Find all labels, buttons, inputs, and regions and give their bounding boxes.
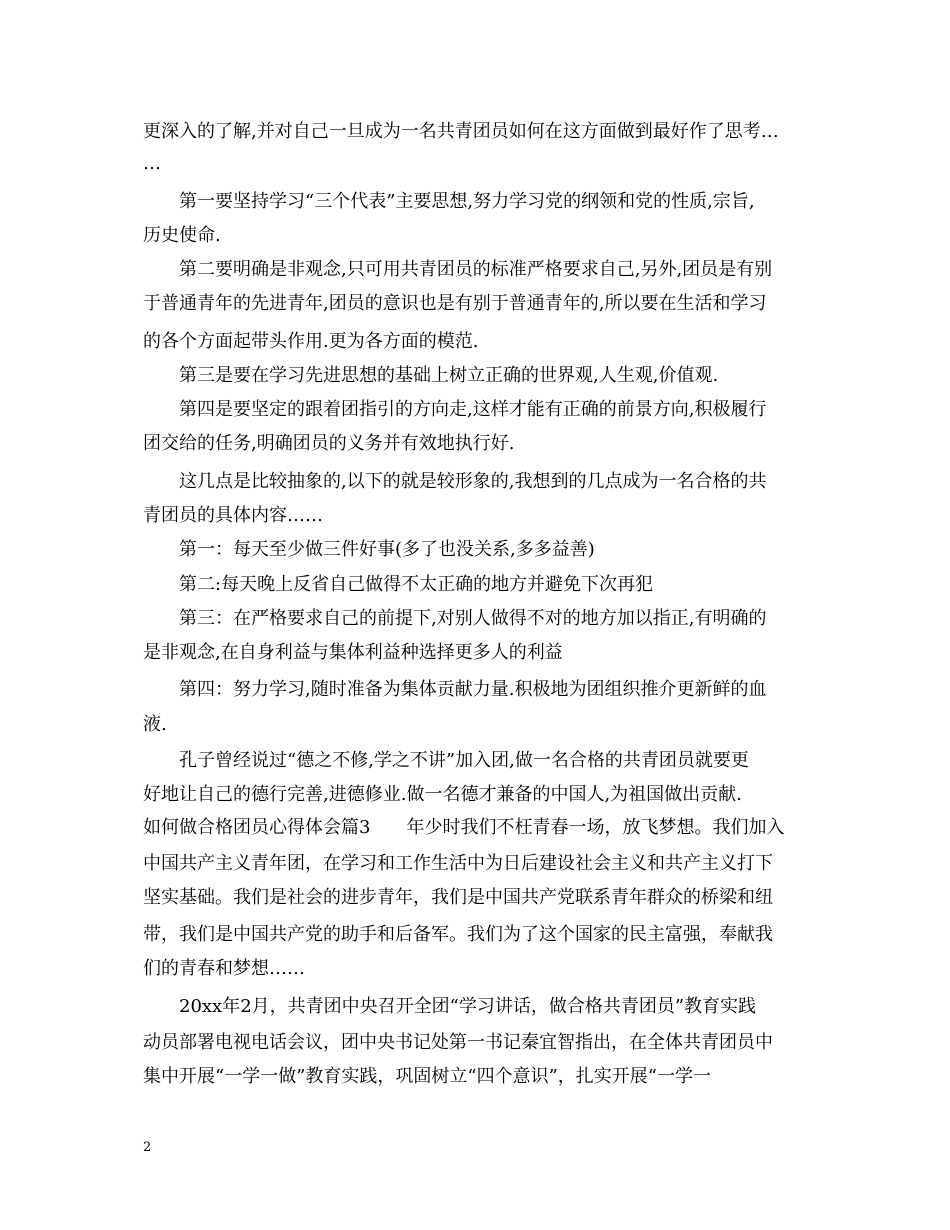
text-line: 第一要坚持学习“三个代表”主要思想,努力学习党的纲领和党的性质,宗旨, [179,191,755,212]
text-line: 第三是要在学习先进思想的基础上树立正确的世界观,人生观,价值观. [179,365,719,386]
text-line: 这几点是比较抽象的,以下的就是较形象的,我想到的几点成为一名合格的共 [179,471,767,492]
text-line: 第三：在严格要求自己的前提下,对别人做得不对的地方加以指正,有明确的 [179,608,767,629]
text-line: 的各个方面起带头作用.更为各方面的模范. [143,331,479,352]
text-line: 团交给的任务,明确团员的义务并有效地执行好. [143,433,515,454]
text-line: 如何做合格团员心得体会篇3 年少时我们不枉青春一场，放飞梦想。我们加入 [143,817,785,838]
text-line: 孔子曾经说过“德之不修,学之不讲”加入团,做一名合格的共青团员就要更 [179,750,749,771]
text-line: 第一：每天至少做三件好事(多了也没关系,多多益善) [179,539,595,560]
text-line: 们的青春和梦想…… [143,958,305,979]
text-line: 坚实基础。我们是社会的进步青年，我们是中国共产党联系青年群众的桥梁和纽 [143,887,773,908]
text-line: 20xx年2月，共青团中央召开全团“学习讲话，做合格共青团员”教育实践 [179,996,757,1017]
text-line: 第二要明确是非观念,只可用共青团员的标准严格要求自己,另外,团员是有别 [179,259,773,280]
text-line: 是非观念,在自身利益与集体利益种选择更多人的利益 [143,642,563,663]
text-line: 集中开展“一学一做”教育实践，巩固树立“四个意识”，扎实开展“一学一 [143,1066,712,1087]
text-line: 好地让自己的德行完善,进德修业.做一名德才兼备的中国人,为祖国做出贡献. [143,784,742,805]
text-line: 第二:每天晚上反省自己做得不太正确的地方并避免下次再犯 [179,574,654,595]
text-line: 带，我们是中国共产党的助手和后备军。我们为了这个国家的民主富强，奉献我 [143,924,773,945]
text-line: 青团员的具体内容…… [143,505,323,526]
text-line: 中国共产主义青年团，在学习和工作生活中为日后建设社会主义和共产主义打下 [143,853,773,874]
text-line: 第四：努力学习,随时准备为集体贡献力量.积极地为团组织推介更新鲜的血 [179,679,767,700]
text-line: … [143,153,161,174]
page-number: 2 [143,1140,152,1155]
text-line: 历史使命. [143,225,221,246]
text-line: 第四是要坚定的跟着团指引的方向走,这样才能有正确的前景方向,积极履行 [179,399,767,420]
text-line: 更深入的了解,并对自己一旦成为一名共青团员如何在这方面做到最好作了思考… [143,121,779,142]
text-line: 于普通青年的先进青年,团员的意识也是有别于普通青年的,所以要在生活和学习 [143,293,767,314]
text-line: 液. [143,714,167,735]
text-line: 动员部署电视电话会议，团中央书记处第一书记秦宜智指出，在全体共青团员中 [143,1032,773,1053]
